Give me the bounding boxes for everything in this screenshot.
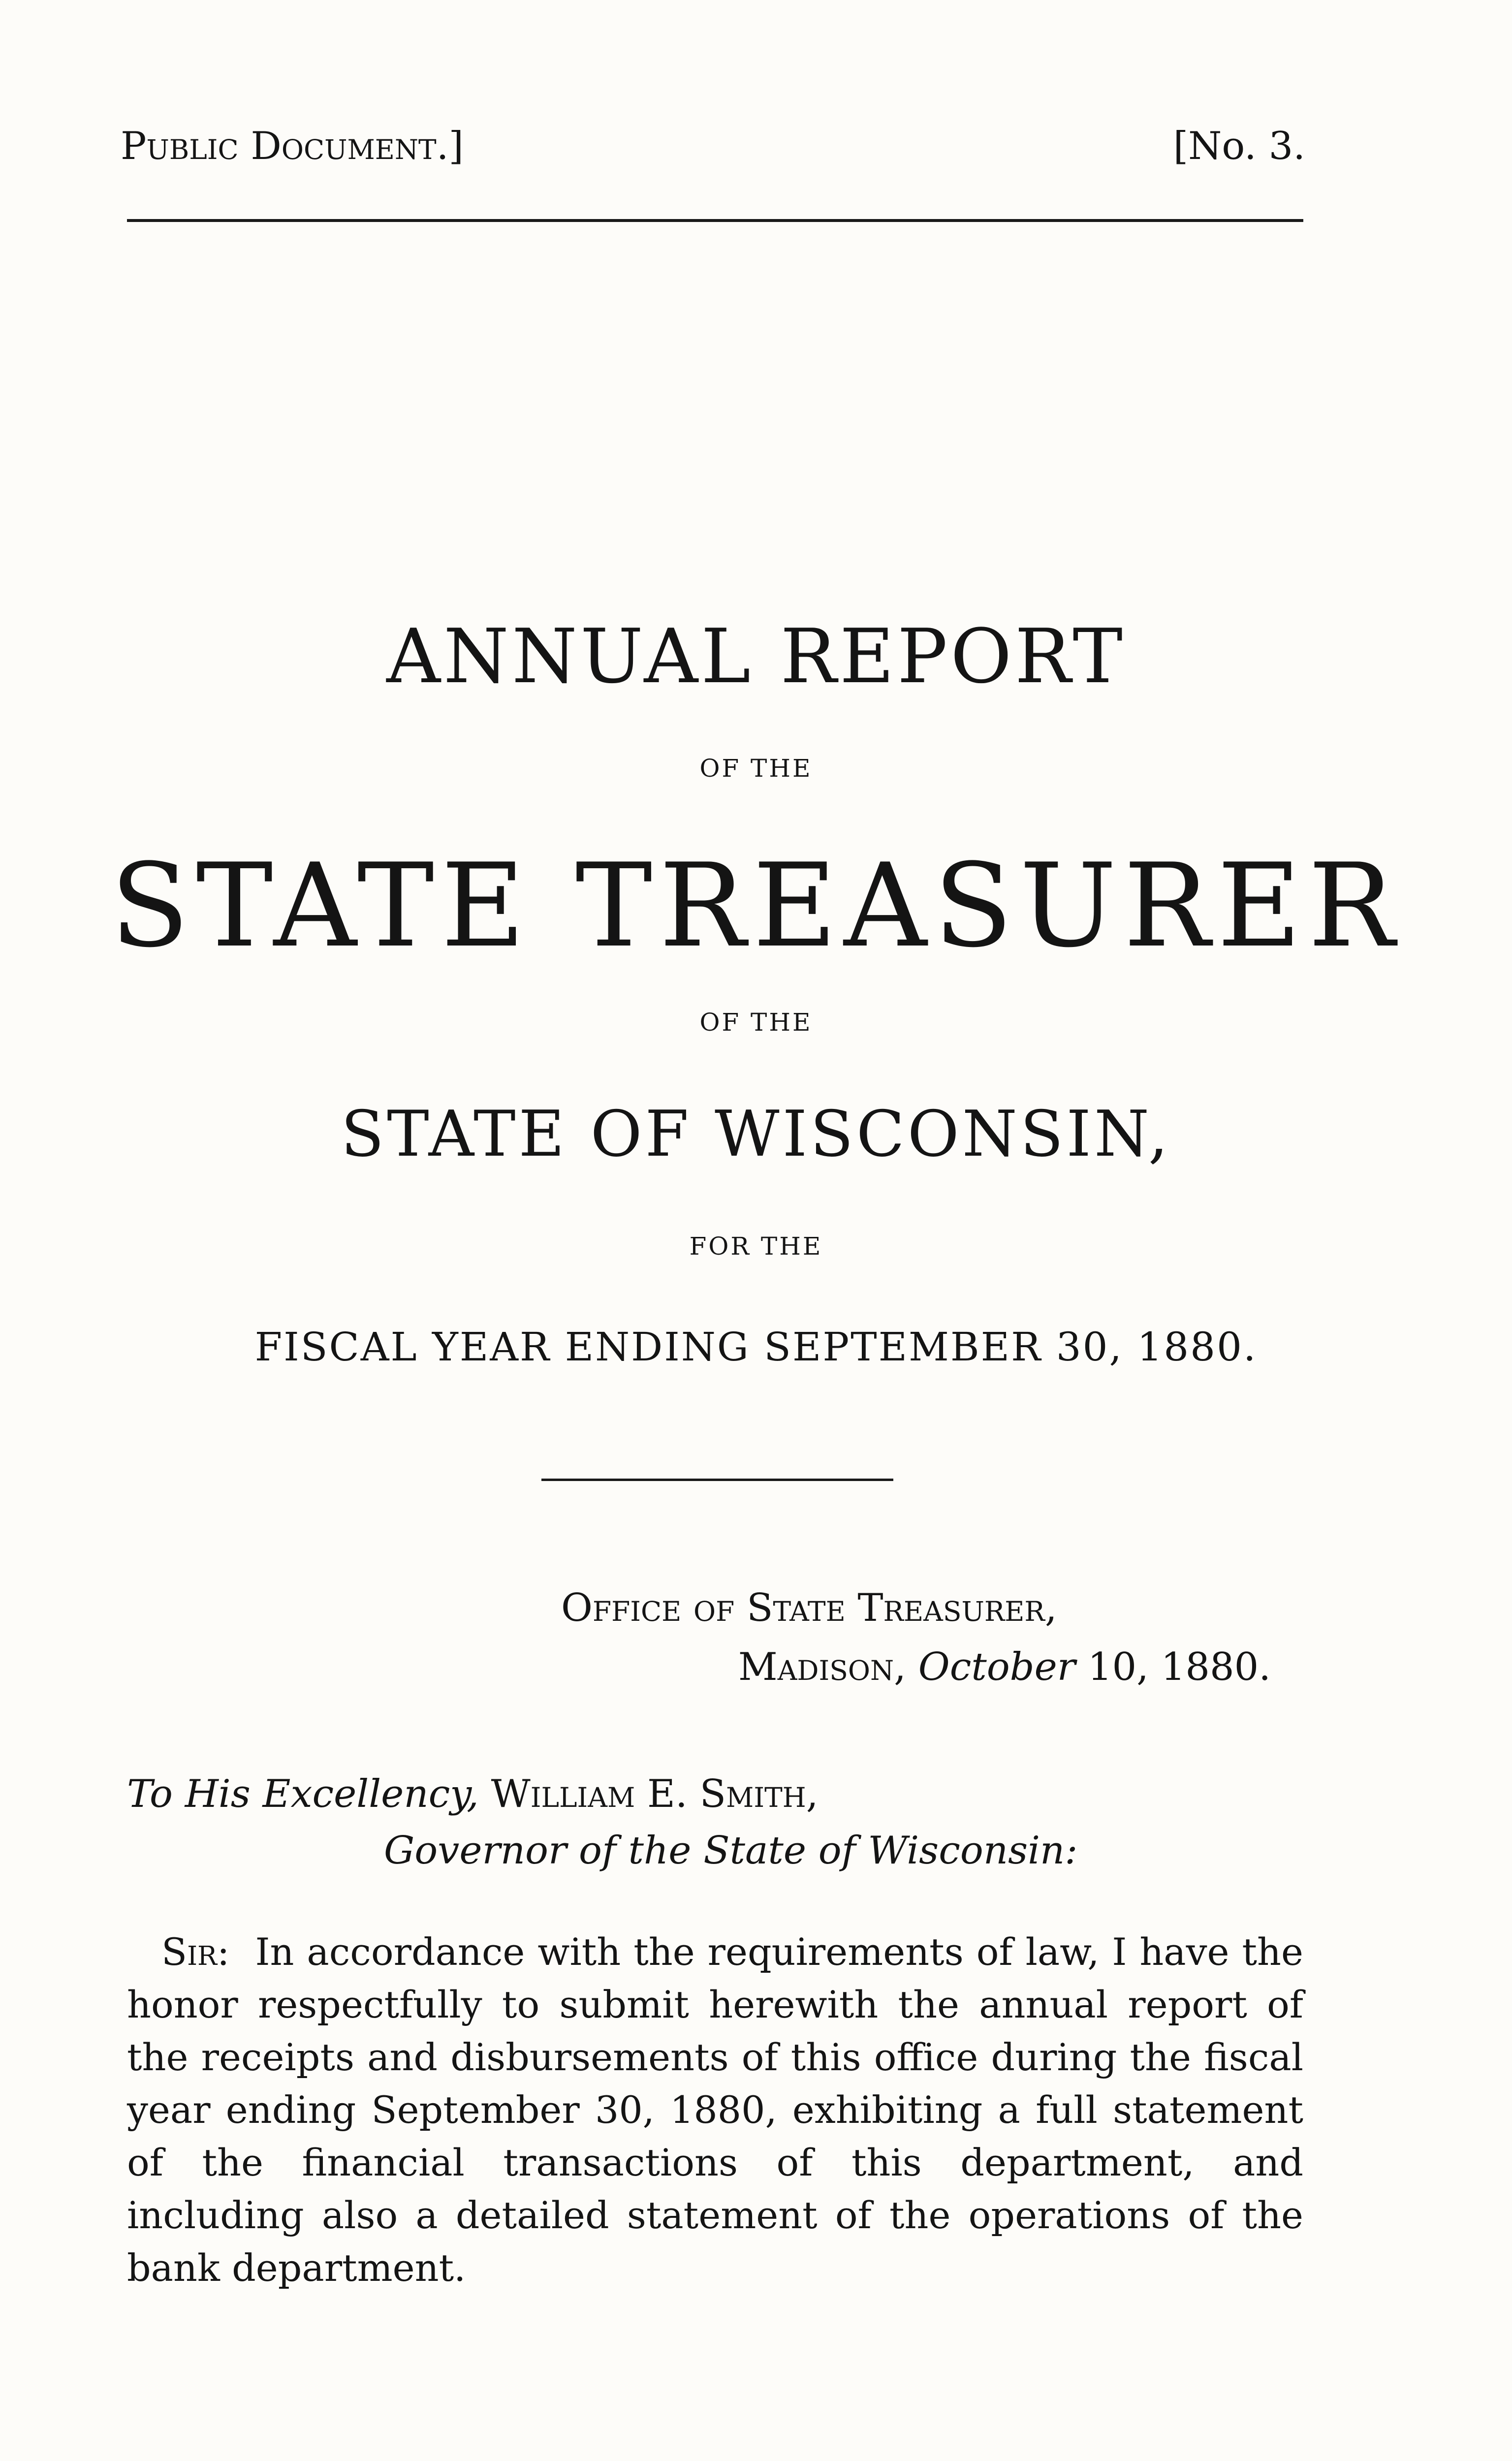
letter-body (127, 1925, 1303, 2294)
title-state-treasurer: STATE TREASURER (110, 839, 1402, 973)
letter-salutation: Sir: (161, 1930, 230, 1974)
title-connector-of-the-2: OF THE (699, 1008, 813, 1037)
letter-paragraph: In accordance with the requirements of law, I have the honor respectfully to submit herewith the annual report of the receipts and disbursements of this office during the fiscal year ending September 30, 1880, exhibiting a full statement of the financial transactions of this department, and including also a detailed statement of the operations of the bank department. (127, 1930, 1303, 2290)
address-recipient (127, 1772, 819, 1816)
dateline-place: Madison, (738, 1645, 906, 1689)
header-public-document: Public Document.] (121, 124, 464, 168)
title-connector-for-the: FOR THE (689, 1232, 823, 1261)
address-salutation-prefix: To His Excellency, (127, 1772, 479, 1816)
title-connector-of-the-1: OF THE (699, 754, 813, 783)
title-annual-report: ANNUAL REPORT (386, 613, 1126, 700)
address-name: William E. Smith, (491, 1772, 819, 1816)
dateline-place-date (738, 1645, 1271, 1689)
header-document-number: [No. 3. (1173, 124, 1305, 168)
dateline-month: October (918, 1645, 1076, 1689)
title-state-of-wisconsin: STATE OF WISCONSIN, (341, 1098, 1171, 1171)
dateline-day-year: 10, 1880. (1087, 1645, 1271, 1689)
address-title: Governor of the State of Wisconsin: (384, 1829, 1078, 1873)
title-fiscal-year: FISCAL YEAR ENDING SEPTEMBER 30, 1880. (254, 1324, 1258, 1370)
dateline-office: Office of State Treasurer, (561, 1586, 1057, 1630)
section-rule (541, 1479, 893, 1481)
header-rule (127, 219, 1303, 222)
